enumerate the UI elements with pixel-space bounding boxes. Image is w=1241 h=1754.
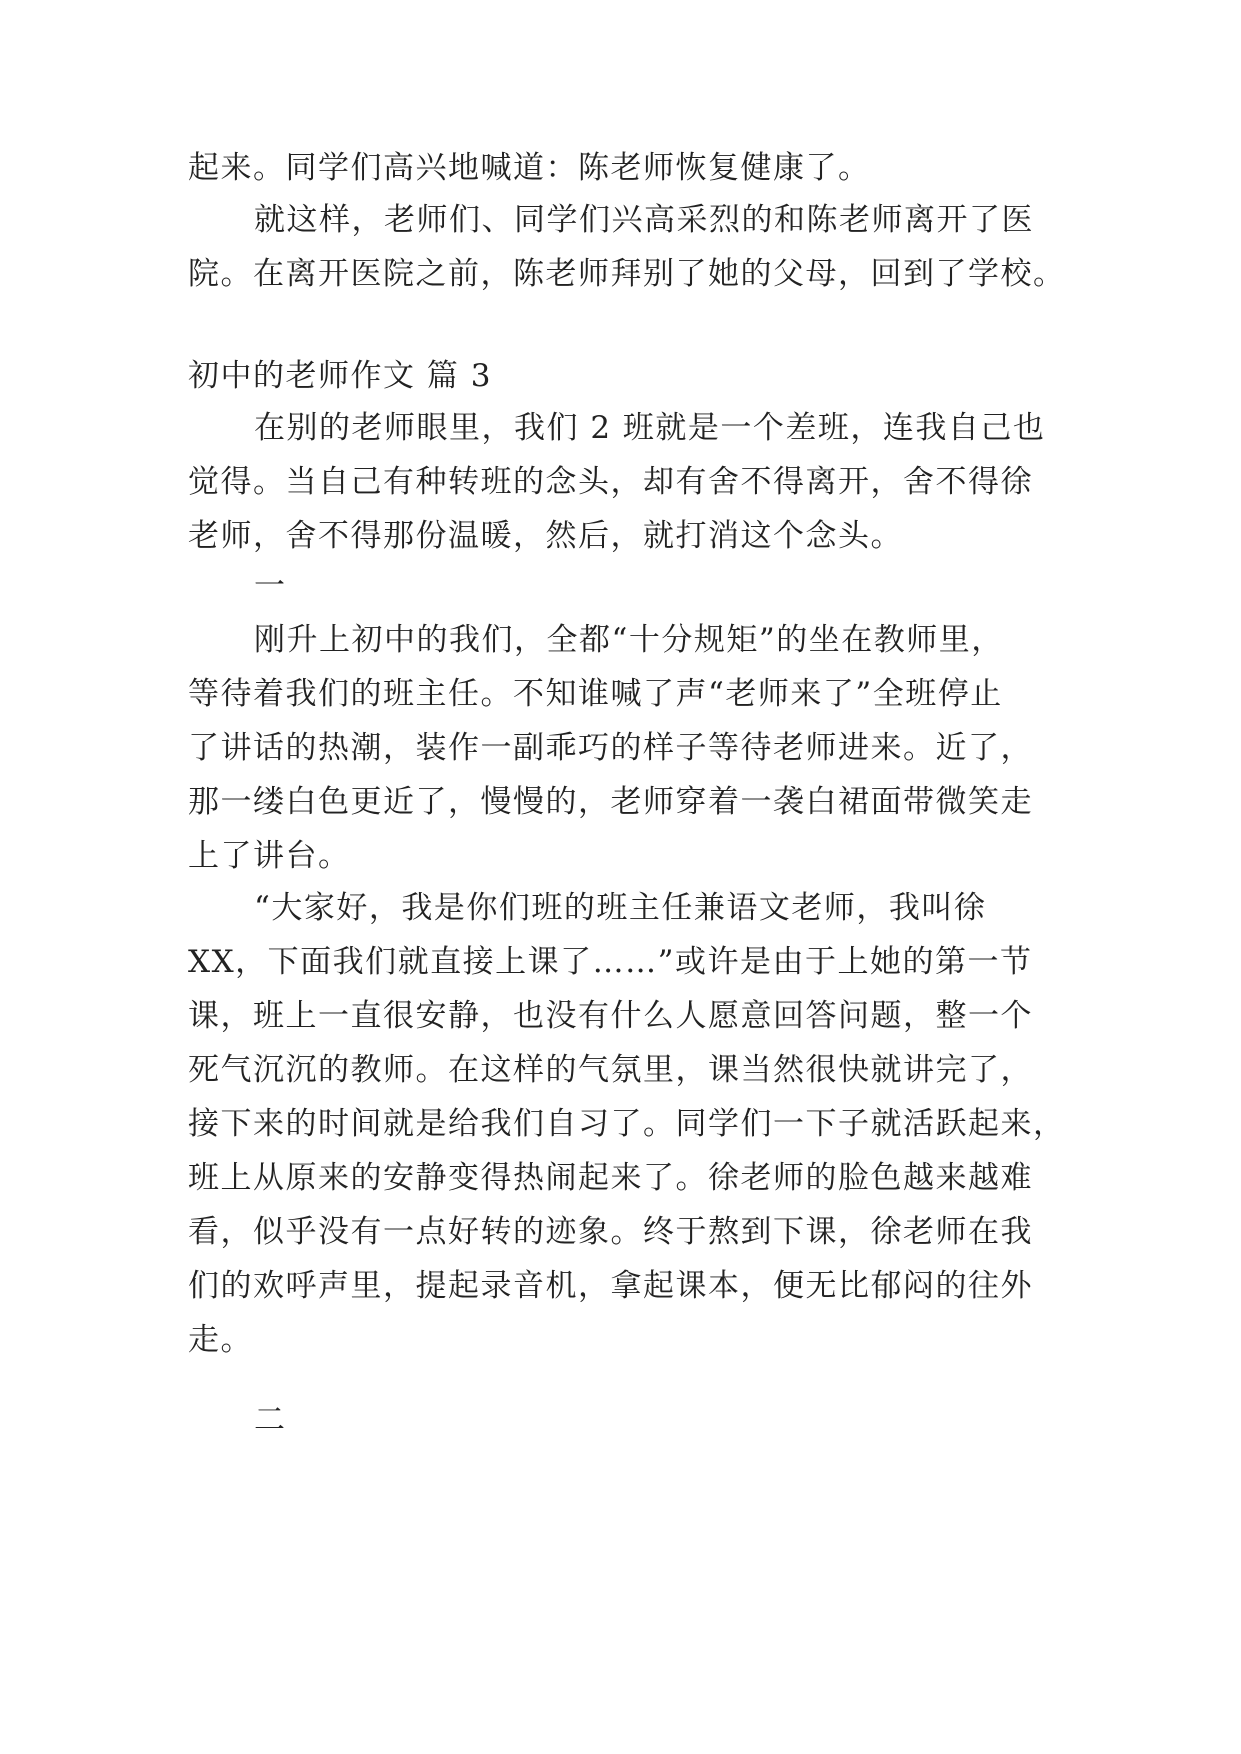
text-line: 了讲话的热潮，装作一副乖巧的样子等待老师进来。近了， [188, 730, 1033, 766]
text-line: 接下来的时间就是给我们自习了。同学们一下子就活跃起来， [188, 1106, 1066, 1142]
section-heading: 初中的老师作文 篇 3 [188, 358, 492, 394]
text-line: 看，似乎没有一点好转的迹象。终于熬到下课，徐老师在我 [188, 1214, 1033, 1250]
section-number: 二 [254, 1402, 287, 1438]
text-line: 刚升上初中的我们，全都“十分规矩”的坐在教师里， [254, 622, 1004, 658]
section-number: 一 [254, 568, 287, 604]
text-line: 起来。同学们高兴地喊道：陈老师恢复健康了。 [188, 150, 871, 186]
text-line: 走。 [188, 1322, 253, 1358]
text-line: 那一缕白色更近了，慢慢的，老师穿着一袭白裙面带微笑走 [188, 784, 1033, 820]
text-line: 觉得。当自己有种转班的念头，却有舍不得离开，舍不得徐 [188, 464, 1033, 500]
text-line: “大家好，我是你们班的班主任兼语文老师，我叫徐 [254, 890, 987, 926]
text-line: 老师，舍不得那份温暖，然后，就打消这个念头。 [188, 518, 903, 554]
text-line: 上了讲台。 [188, 838, 351, 874]
text-line: 等待着我们的班主任。不知谁喊了声“老师来了”全班停止 [188, 676, 1003, 712]
text-line: 死气沉沉的教师。在这样的气氛里，课当然很快就讲完了， [188, 1052, 1033, 1088]
text-line: 班上从原来的安静变得热闹起来了。徐老师的脸色越来越难 [188, 1160, 1033, 1196]
text-line: 在别的老师眼里，我们 2 班就是一个差班，连我自己也 [254, 410, 1046, 446]
text-line: 院。在离开医院之前，陈老师拜别了她的父母，回到了学校。 [188, 256, 1066, 292]
text-line: 课，班上一直很安静，也没有什么人愿意回答问题，整一个 [188, 998, 1033, 1034]
text-line: 们的欢呼声里，提起录音机，拿起课本，便无比郁闷的往外 [188, 1268, 1033, 1304]
text-line: XX，下面我们就直接上课了……”或许是由于上她的第一节 [188, 944, 1033, 980]
text-line: 就这样，老师们、同学们兴高采烈的和陈老师离开了医 [254, 202, 1034, 238]
